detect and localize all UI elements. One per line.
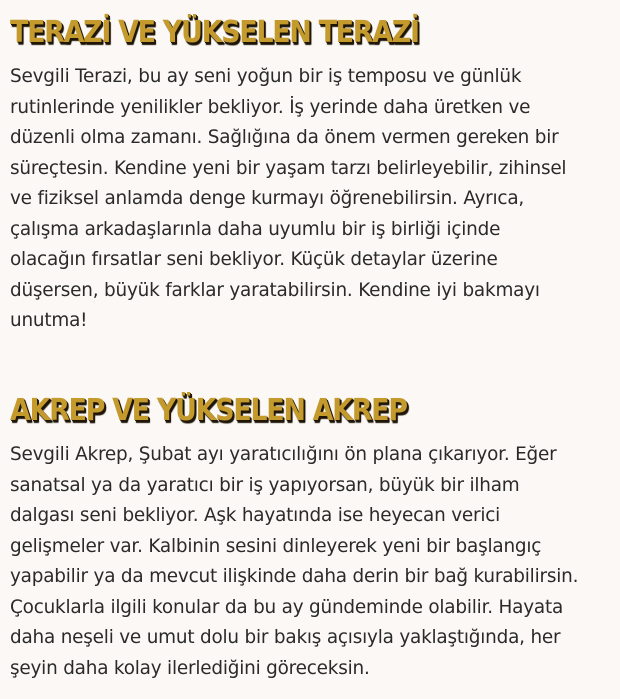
section-body-terazi: Sevgili Terazi, bu ay seni yoğun bir iş temposu ve günlük rutinlerinde yenilikler bekliyor. İş yerinde daha üretken ve düzenli olma zamanı. Sağlığına da önem vermen gereken bir süreçtesin. Kendine yeni bir yaşam tarzı belirleyebilir, zihinsel ve fiziksel anlamda denge kurmayı öğrenebilirsin. Ayrıca, çalışma arkadaşlarınla daha uyumlu bir iş birliği içinde olacağın fırsatlar seni bekliyor. Küçük detaylar üzerine düşersen, büyük farklar yaratabilirsin. Kendine iyi bakmayı unutma! <box>10 66 567 331</box>
section-heading-terazi: TERAZİ VE YÜKSELEN TERAZİ <box>10 15 419 50</box>
section-heading-akrep: AKREP VE YÜKSELEN AKREP <box>10 393 407 428</box>
section-terazi <box>10 12 615 337</box>
section-akrep <box>10 390 615 684</box>
section-body-akrep: Sevgili Akrep, Şubat ayı yaratıcılığını ön plana çıkarıyor. Eğer sanatsal ya da yaratıcı bir iş yapıyorsan, büyük bir ilham dalgası seni bekliyor. Aşk hayatında ise heyecan verici gelişmeler var. Kalbinin sesini dinleyerek yeni bir başlangıç yapabilir ya da mevcut ilişkinde daha derin bir bağ kurabilirsin. Çocuklarla ilgili konular da bu ay gündeminde olabilir. Hayata daha neşeli ve umut dolu bir bakış açısıyla yaklaştığında, her şeyin daha kolay ilerlediğini göreceksin. <box>10 444 579 679</box>
